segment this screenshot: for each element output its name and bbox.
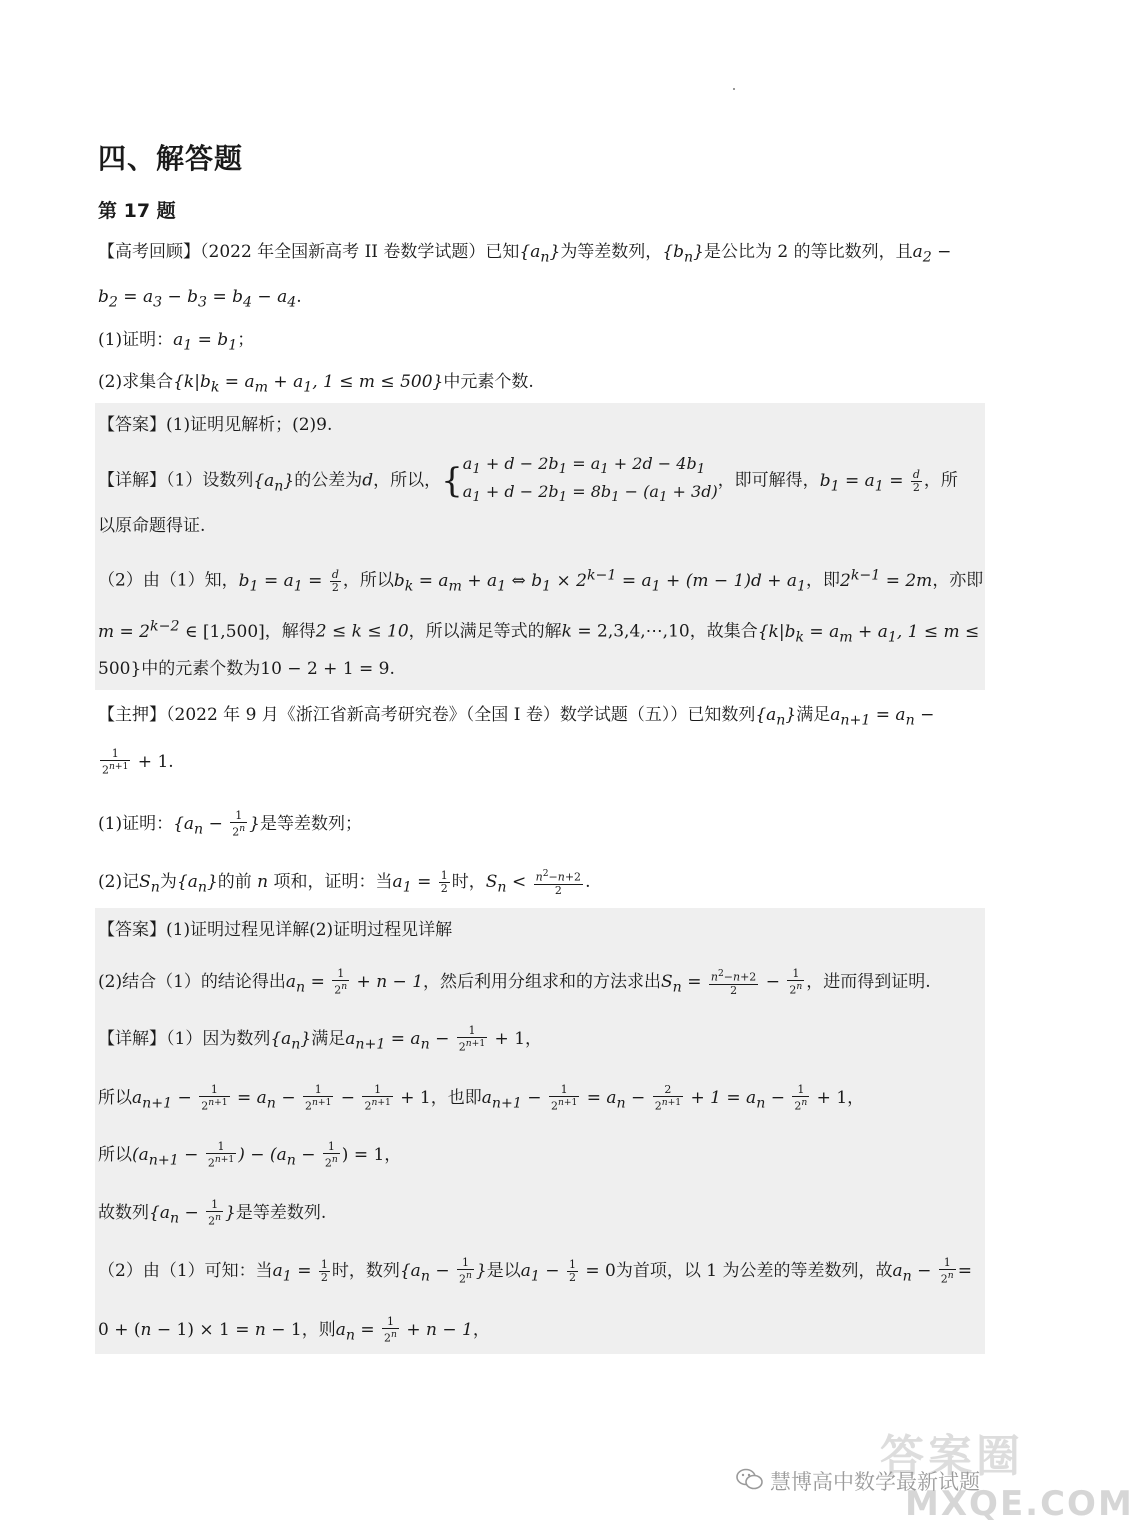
wechat-icon [736, 1468, 764, 1490]
main-answer: 【答案】(1)证明过程见详解(2)证明过程见详解 [98, 920, 453, 940]
scan-dot [733, 88, 735, 90]
main-part1: (1)证明：{$a_n$ − $\frac{1}{2^n}$ }是等差数列； [98, 809, 362, 839]
section-title: 四、解答题 [98, 142, 244, 175]
review-stem-line1: 【高考回顾】（2022 年全国新高考 II 卷数学试题）已知$\{a_n\}$为等差数列，$\{b_n\}$是公比为 2 的等比数列，且$a_2$ − [98, 242, 952, 266]
review-detail-line3: （2）由（1）知，$b_1 = a_1$ = $\frac{d}{2}$ ，所以$b_k = a_m + a_1$ ⇔ $b_1 \times 2^{k-1} = a_1 + (m - 1)d + a_1$，即$2^{k-1} = 2m$，亦即 [98, 567, 984, 595]
watermark-url: MXQE.COM [905, 1484, 1134, 1524]
watermark-logo: 答案圈 [880, 1431, 1024, 1482]
main-detail-line2: 所以$a_{n+1}$ − $\frac{1}{2^{n+1}}$ = $a_n$ − $\frac{1}{2^{n+1}}$ − $\frac{1}{2^{n+1}}$ + 1，也即$a_{n+1}$ − $\frac{1}{2^{n+1}}$ = $a_n$ − $\frac{2}{2^{n+1}}$ + $1 = a_n$ − $\frac{1}{2^n}$ + 1， [98, 1083, 865, 1113]
review-part2: (2)求集合{$k|b_k = a_m + a_1$, 1 ≤ m ≤ 500}中元素个数. [98, 372, 534, 396]
main-detail-line4: 故数列{$a_n$ − $\frac{1}{2^n}$ }是等差数列. [98, 1198, 327, 1228]
review-detail-line5: 500}中的元素个数为10 − 2 + 1 = 9. [98, 659, 395, 679]
main-part2: (2)记$S_n$为$\{a_n\}$的前 n 项和，证明：当$a_1$ = $\frac{1}{2}$ 时，$S_n$ < $\frac{n^2-n+2}{2}$ . [98, 868, 591, 897]
review-stem-line2: $b_2 = a_3 - b_3 = b_4 - a_4$. [98, 287, 302, 311]
question-title: 第 17 题 [98, 200, 176, 222]
main-hint: (2)结合（1）的结论得出$a_n$ = $\frac{1}{2^n}$ + n − 1，然后利用分组求和的方法求出$S_n$ = $\frac{n^2-n+2}{2}$ − $\frac{1}{2^n}$ ，进而得到证明. [98, 967, 931, 997]
main-detail-line1: 【详解】（1）因为数列$\{a_n\}$满足$a_{n+1} = a_n$ − $\frac{1}{2^{n+1}}$ + 1， [98, 1024, 543, 1054]
main-detail-line5: （2）由（1）可知：当$a_1$ = $\frac{1}{2}$ 时，数列{$a_n$ − $\frac{1}{2^n}$ }是以$a_1$ − $\frac{1}{2}$ = 0为首项，以 1 为公差的等差数列，故$a_n$ − $\frac{1}{2^n}$ = [98, 1256, 972, 1286]
main-detail-line6: 0 + (n − 1) × 1 = n − 1，则$a_n$ = $\frac{1}{2^n}$ + n − 1， [98, 1315, 490, 1345]
review-part1: (1)证明：$a_1 = b_1$； [98, 330, 255, 354]
review-detail-line2: 以原命题得证. [98, 516, 206, 536]
review-detail-line1: 【详解】（1）设数列$\{a_n\}$的公差为d，所以，{ $a_1 + d - 2b_1 = a_1 + 2d - 4b_1$ $a_1 + d - 2b_1 = 8b_1 - (a_1 + 3d)$ ，即可解得，$b_1 = a_1$ = $\frac{d}{2}$ ，所 [98, 454, 958, 506]
watermark-channel: 慧博高中数学最新试题 [770, 1470, 980, 1494]
main-stem-line1: 【主押】（2022 年 9 月《浙江省新高考研究卷》（全国 I 卷）数学试题（五））已知数列$\{a_n\}$满足$a_{n+1} = a_n$ − [98, 705, 935, 729]
main-detail-line3: 所以($a_{n+1}$ − $\frac{1}{2^{n+1}}$ ) − ($a_n$ − $\frac{1}{2^n}$ ) = 1， [98, 1140, 402, 1170]
main-stem-line2: $\frac{1}{2^{n+1}}$ + 1. [102, 747, 174, 777]
review-detail-line4: $m = 2^{k-2}$ ∈ [1,500]，解得2 ≤ k ≤ 10，所以满足等式的解k = 2,3,4,⋯,10，故集合{$k|b_k = a_m + a_1$, 1 ≤ m ≤ [98, 618, 980, 646]
review-answer: 【答案】(1)证明见解析；(2)9. [98, 415, 333, 435]
